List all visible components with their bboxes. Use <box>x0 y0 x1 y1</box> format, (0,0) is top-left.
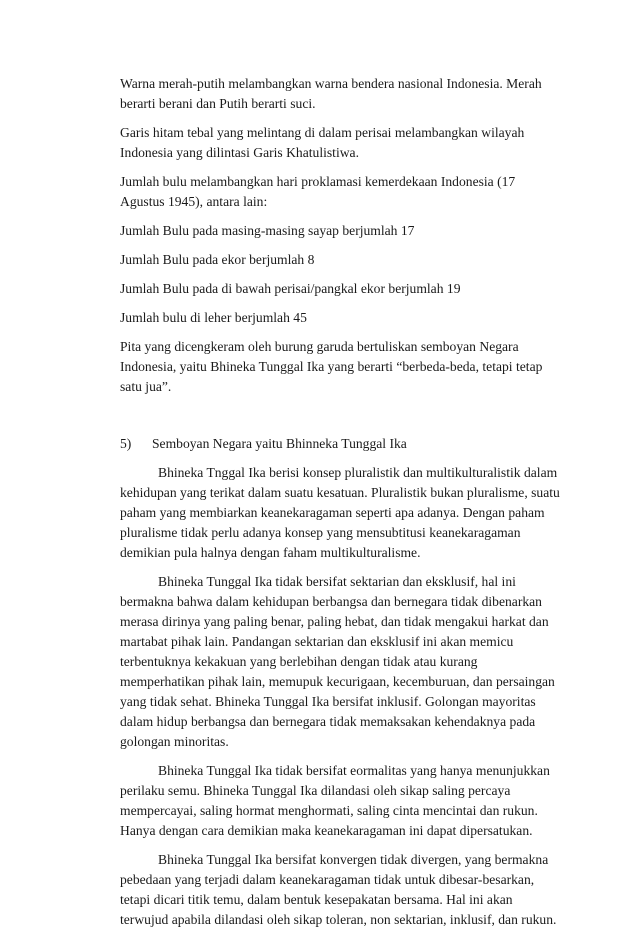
section-spacer <box>120 406 562 434</box>
paragraph-feathers-tail: Jumlah Bulu pada ekor berjumlah 8 <box>120 252 315 267</box>
paragraph-not-formality: Bhineka Tunggal Ika tidak bersifat eormalitas yang hanya menunjukkan perilaku semu. Bhineka Tunggal Ika dilandasi oleh sikap saling percaya mempercayai, saling hormat menghormati, saling cinta mencintai dan rukun. Hanya dengan cara demikian maka keanekaragaman ini dapat dipersatukan. <box>120 763 550 838</box>
paragraph-pluralistic-concept: Bhineka Tnggal Ika berisi konsep pluralistik dan multikulturalistik dalam kehidupan yang terikat dalam suatu kesatuan. Pluralistik bukan pluralisme, suatu paham yang membiarkan keanekaragaman seperti apa adanya. Dengan paham pluralisme tidak perlu adanya konsep yang mensubtitusi keanekaragaman demikian pula halnya dengan faham multikulturalisme. <box>120 465 560 560</box>
document-page <box>120 74 562 939</box>
paragraph-feathers-neck: Jumlah bulu di leher berjumlah 45 <box>120 310 307 325</box>
section-title: Semboyan Negara yaitu Bhinneka Tunggal Ika <box>152 436 407 451</box>
paragraph-black-line-meaning: Garis hitam tebal yang melintang di dalam perisai melambangkan wilayah Indonesia yang dilintasi Garis Khatulistiwa. <box>120 125 525 160</box>
paragraph-not-sectarian: Bhineka Tunggal Ika tidak bersifat sektarian dan eksklusif, hal ini bermakna bahwa dalam kehidupan berbangsa dan bernegara tidak dibenarkan merasa dirinya yang paling benar, paling hebat, dan tidak mengakui harkat dan martabat pihak lain. Pandangan sektarian dan eksklusif ini akan memicu terbentuknya kekakuan yang berlebihan dengan tidak atau kurang memperhatikan pihak lain, memupuk kecurigaan, kecemburuan, dan persaingan yang tidak sehat. Bhineka Tunggal Ika bersifat inklusif. Golongan mayoritas dalam hidup berbangsa dan bernegara tidak memaksakan kehendaknya pada golongan minoritas. <box>120 574 555 749</box>
paragraph-ribbon-motto: Pita yang dicengkeram oleh burung garuda bertuliskan semboyan Negara Indonesia, yaitu Bhineka Tunggal Ika yang berarti “berbeda-beda, tetapi tetap satu jua”. <box>120 339 543 394</box>
paragraph-convergent: Bhineka Tunggal Ika bersifat konvergen tidak divergen, yang bermakna pebedaan yang terjadi dalam keanekaragaman tidak untuk dibesar-besarkan, tetapi dicari titik temu, dalam bentuk kesepakatan bersama. Hal ini akan terwujud apabila dilandasi oleh sikap toleran, non sektarian, inklusif, dan rukun. <box>120 852 557 927</box>
section-heading <box>120 434 562 454</box>
paragraph-feathers-intro: Jumlah bulu melambangkan hari proklamasi kemerdekaan Indonesia (17 Agustus 1945), antara lain: <box>120 174 516 209</box>
paragraph-colors-meaning: Warna merah-putih melambangkan warna bendera nasional Indonesia. Merah berarti berani dan Putih berarti suci. <box>120 76 542 111</box>
section-number: 5) <box>120 436 132 451</box>
paragraph-feathers-wings: Jumlah Bulu pada masing-masing sayap berjumlah 17 <box>120 223 415 238</box>
paragraph-feathers-shield-base: Jumlah Bulu pada di bawah perisai/pangkal ekor berjumlah 19 <box>120 281 461 296</box>
